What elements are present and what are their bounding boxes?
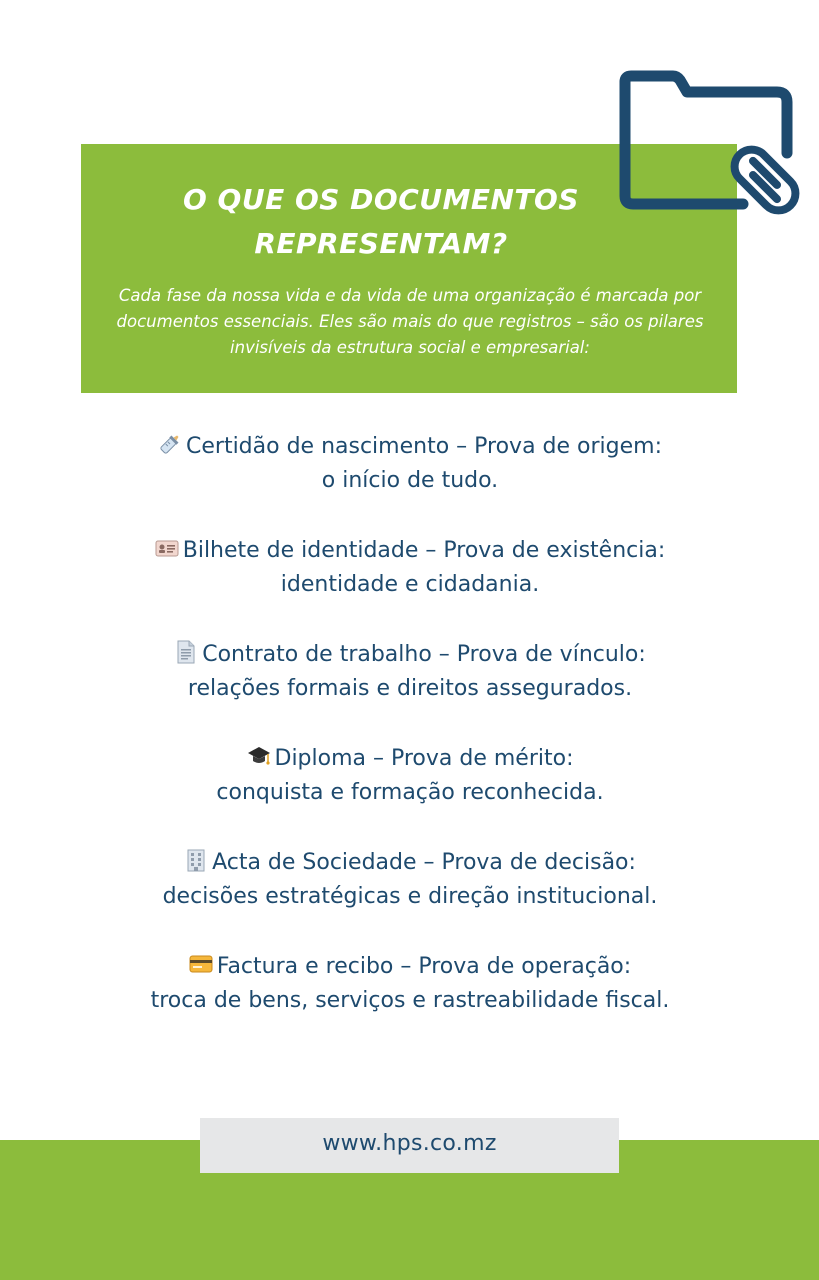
item-description: relações formais e direitos assegurados. [187,676,633,701]
page-title [81,178,681,266]
item-description: identidade e cidadania. [280,572,540,597]
graduation-cap-icon [247,744,271,768]
building-icon [184,848,208,872]
intro-text: Cada fase da nossa vida e da vida de uma organização é marcada por documentos essenciais. Eles são mais do que registros – são os pilares invisíveis da estrutura social e empresarial: [116,286,704,357]
folder-paperclip-icon [615,68,805,218]
item-description: troca de bens, serviços e rastreabilidade fiscal. [150,988,670,1013]
website-url[interactable]: www.hps.co.mz [200,1118,619,1173]
item-description: conquista e formação reconhecida. [216,780,604,805]
list-item [60,430,760,534]
item-title: Acta de Sociedade – Prova de decisão: [212,850,636,875]
document-list [60,430,760,1054]
document-icon [174,640,198,664]
list-item [60,950,760,1054]
id-card-icon [155,536,179,560]
list-item [60,846,760,950]
credit-card-icon [189,952,213,976]
item-title: Diploma – Prova de mérito: [274,746,574,771]
title-line-1: O QUE OS DOCUMENTOS [182,183,579,216]
list-item [60,638,760,742]
list-item [60,742,760,846]
baby-bottle-icon [158,432,182,456]
item-title: Certidão de nascimento – Prova de origem: [186,434,662,459]
item-title: Contrato de trabalho – Prova de vínculo: [202,642,646,667]
list-item [60,534,760,638]
item-title: Factura e recibo – Prova de operação: [216,954,632,979]
title-line-2: REPRESENTAM? [254,227,508,260]
item-description: o início de tudo. [321,468,499,493]
item-description: decisões estratégicas e direção institucional. [162,884,658,909]
item-title: Bilhete de identidade – Prova de existência: [182,538,666,563]
